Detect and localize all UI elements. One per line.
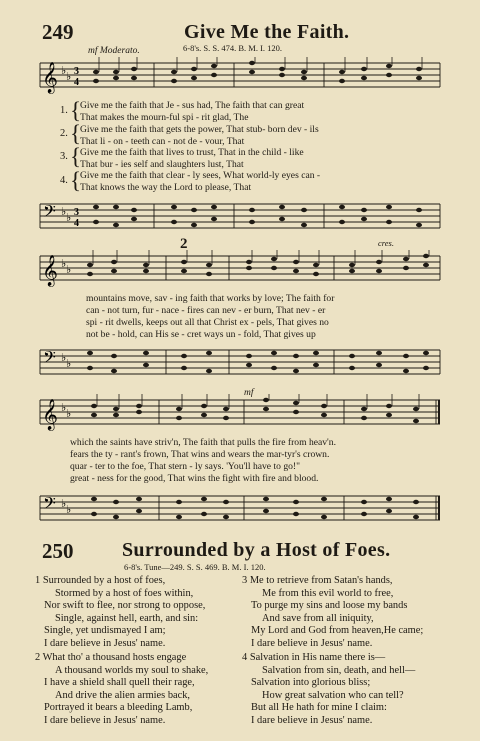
verse-line: What tho' a thousand hosts engage bbox=[42, 652, 187, 663]
svg-text:♭: ♭ bbox=[66, 212, 72, 224]
verse-line: I have a shield shall quell their rage, bbox=[44, 677, 195, 689]
dynamic-mf-marking: mf bbox=[244, 388, 254, 398]
verse-line: Single, yet undismayed I am; bbox=[44, 625, 166, 637]
verse-number-1: 1. bbox=[60, 105, 68, 116]
lyric-line: That makes the mourn-ful spi - rit glad, The bbox=[80, 112, 249, 123]
music-staff-bass-2 bbox=[34, 344, 446, 380]
verse-3 bbox=[242, 575, 423, 651]
music-staff-treble-2 bbox=[34, 250, 446, 290]
lyric-line: spi - rit dwells, keeps out all that Christ ex - pels, That gives no bbox=[86, 317, 329, 328]
crescendo-marking: cres. bbox=[378, 238, 394, 248]
verse-line: How great salvation who can tell? bbox=[262, 689, 404, 701]
svg-text:𝄢: 𝄢 bbox=[43, 493, 56, 517]
verse-line: Me from this evil world to free, bbox=[262, 587, 394, 599]
svg-text:𝄢: 𝄢 bbox=[43, 347, 56, 371]
verse-number: 3 bbox=[242, 575, 248, 586]
svg-text:𝄢: 𝄢 bbox=[43, 201, 56, 225]
lyric-line: not be - hold, can His se - cret ways un - fold, That gives up bbox=[86, 329, 316, 340]
tempo-marking: mf Moderato. bbox=[88, 46, 140, 56]
verse-number-2: 2. bbox=[60, 128, 68, 139]
svg-text:4: 4 bbox=[74, 77, 79, 88]
svg-text:♭: ♭ bbox=[66, 408, 72, 420]
lyric-line: Give me the faith that clear - ly sees, What world-ly eyes can - bbox=[80, 170, 321, 181]
lyric-line: which the saints have striv'n, The faith that pulls the fire from heav'n. bbox=[70, 437, 336, 448]
verse-line: My Lord and God from heaven,He came; bbox=[251, 625, 424, 637]
verse-line: Surrounded by a host of foes, bbox=[42, 575, 166, 586]
hymn-249-meta: 6-8's. S. S. 474. B. M. I. 120. bbox=[183, 43, 283, 53]
verse-line: A thousand worlds my soul to shake, bbox=[55, 664, 209, 676]
verse-line: But all He hath for mine I claim: bbox=[251, 702, 387, 714]
svg-text:♭: ♭ bbox=[61, 352, 67, 364]
hymn-250-meta: 6-8's. Tune—249. S. S. 469. B. M. I. 120. bbox=[124, 562, 266, 572]
verse-line: Portrayed it bears a bleeding Lamb, bbox=[44, 702, 193, 714]
verse-brace-3: { bbox=[70, 144, 82, 169]
svg-text:♭: ♭ bbox=[61, 258, 67, 270]
lyric-line: quar - ter to the foe, That stern - ly says. 'You'll have to go!" bbox=[70, 461, 301, 472]
verse-brace-4: { bbox=[70, 168, 82, 193]
lyric-line: great - ness for the good, That wins the fight with fire and blood. bbox=[70, 473, 319, 484]
svg-text:𝄞: 𝄞 bbox=[42, 399, 58, 430]
svg-text:3: 3 bbox=[74, 66, 79, 77]
verse-number: 4 bbox=[242, 652, 248, 663]
verse-line: Single, against hell, earth, and sin: bbox=[55, 612, 199, 624]
verse-line: I dare believe in Jesus' name. bbox=[251, 714, 373, 726]
verse-line: Salvation from sin, death, and hell— bbox=[262, 664, 416, 676]
verse-4 bbox=[242, 652, 415, 728]
hymn-249-title: Give Me the Faith. bbox=[184, 21, 350, 43]
lyric-line: That li - on - teeth can - not de - vour, That bbox=[80, 136, 245, 147]
verse-number: 2 bbox=[35, 652, 41, 663]
svg-text:♭: ♭ bbox=[66, 358, 72, 370]
svg-text:♭: ♭ bbox=[66, 504, 72, 516]
verse-line: Stormed by a host of foes within, bbox=[55, 587, 194, 599]
svg-text:4: 4 bbox=[74, 218, 79, 229]
hymn-249-number: 249 bbox=[42, 20, 74, 44]
verse-number: 1 bbox=[35, 575, 41, 586]
lyric-line: mountains move, sav - ing faith that works by love; The faith for bbox=[86, 293, 335, 304]
verse-brace-2: { bbox=[70, 121, 82, 146]
svg-text:♭: ♭ bbox=[61, 206, 67, 218]
lyric-line: can - not turn, fur - nace - fires can nev - er burn, That nev - er bbox=[86, 305, 326, 316]
verse-number-3: 3. bbox=[60, 151, 68, 162]
lyric-line: Give me the faith that gets the power, That stub- born dev - ils bbox=[80, 124, 319, 135]
verse-brace-1: { bbox=[70, 98, 82, 123]
verse-number-4: 4. bbox=[60, 175, 68, 186]
verse-2 bbox=[35, 652, 208, 728]
verse-line: To purge my sins and loose my bands bbox=[251, 600, 408, 612]
lyric-line: Give me the faith that lives to trust, That in the child - like bbox=[80, 147, 304, 158]
verse-line: Nor swift to flee, nor strong to oppose, bbox=[44, 600, 206, 612]
verse-line: I dare believe in Jesus' name. bbox=[251, 637, 373, 649]
music-staff-treble-3 bbox=[34, 394, 446, 434]
hymn-250-number: 250 bbox=[42, 539, 74, 563]
verse-line: Me to retrieve from Satan's hands, bbox=[249, 575, 393, 586]
music-staff-bass-1 bbox=[34, 198, 446, 234]
verse-line: And drive the alien armies back, bbox=[55, 689, 191, 701]
svg-text:♭: ♭ bbox=[61, 65, 67, 77]
verse-line: Salvation into glorious bliss; bbox=[251, 677, 371, 689]
section-number-2: 2 bbox=[180, 236, 188, 252]
svg-text:♭: ♭ bbox=[61, 402, 67, 414]
lyric-line: fears the ty - rant's frown, That wins and wears the mar-tyr's crown. bbox=[70, 449, 330, 460]
verse-line: And save from all iniquity, bbox=[262, 612, 374, 624]
lyric-line: That knows the way the Lord to please, That bbox=[80, 182, 252, 193]
hymn-250-title: Surrounded by a Host of Foes. bbox=[122, 539, 391, 561]
svg-text:𝄞: 𝄞 bbox=[42, 255, 58, 286]
svg-text:♭: ♭ bbox=[66, 71, 72, 83]
verse-1 bbox=[35, 575, 205, 651]
music-staff-treble-1 bbox=[34, 57, 446, 97]
verse-line: I dare believe in Jesus' name. bbox=[44, 637, 166, 649]
verse-line: I dare believe in Jesus' name. bbox=[44, 714, 166, 726]
svg-text:𝄞: 𝄞 bbox=[42, 62, 58, 93]
svg-text:3: 3 bbox=[74, 207, 79, 218]
music-staff-bass-3 bbox=[34, 490, 446, 530]
lyric-line: That bur - ies self and slaughters lust, That bbox=[80, 159, 244, 170]
svg-text:♭: ♭ bbox=[66, 264, 72, 276]
svg-text:♭: ♭ bbox=[61, 498, 67, 510]
verse-line: Salvation in His name there is— bbox=[249, 652, 386, 663]
lyric-line: Give me the faith that Je - sus had, The faith that can great bbox=[80, 100, 305, 111]
